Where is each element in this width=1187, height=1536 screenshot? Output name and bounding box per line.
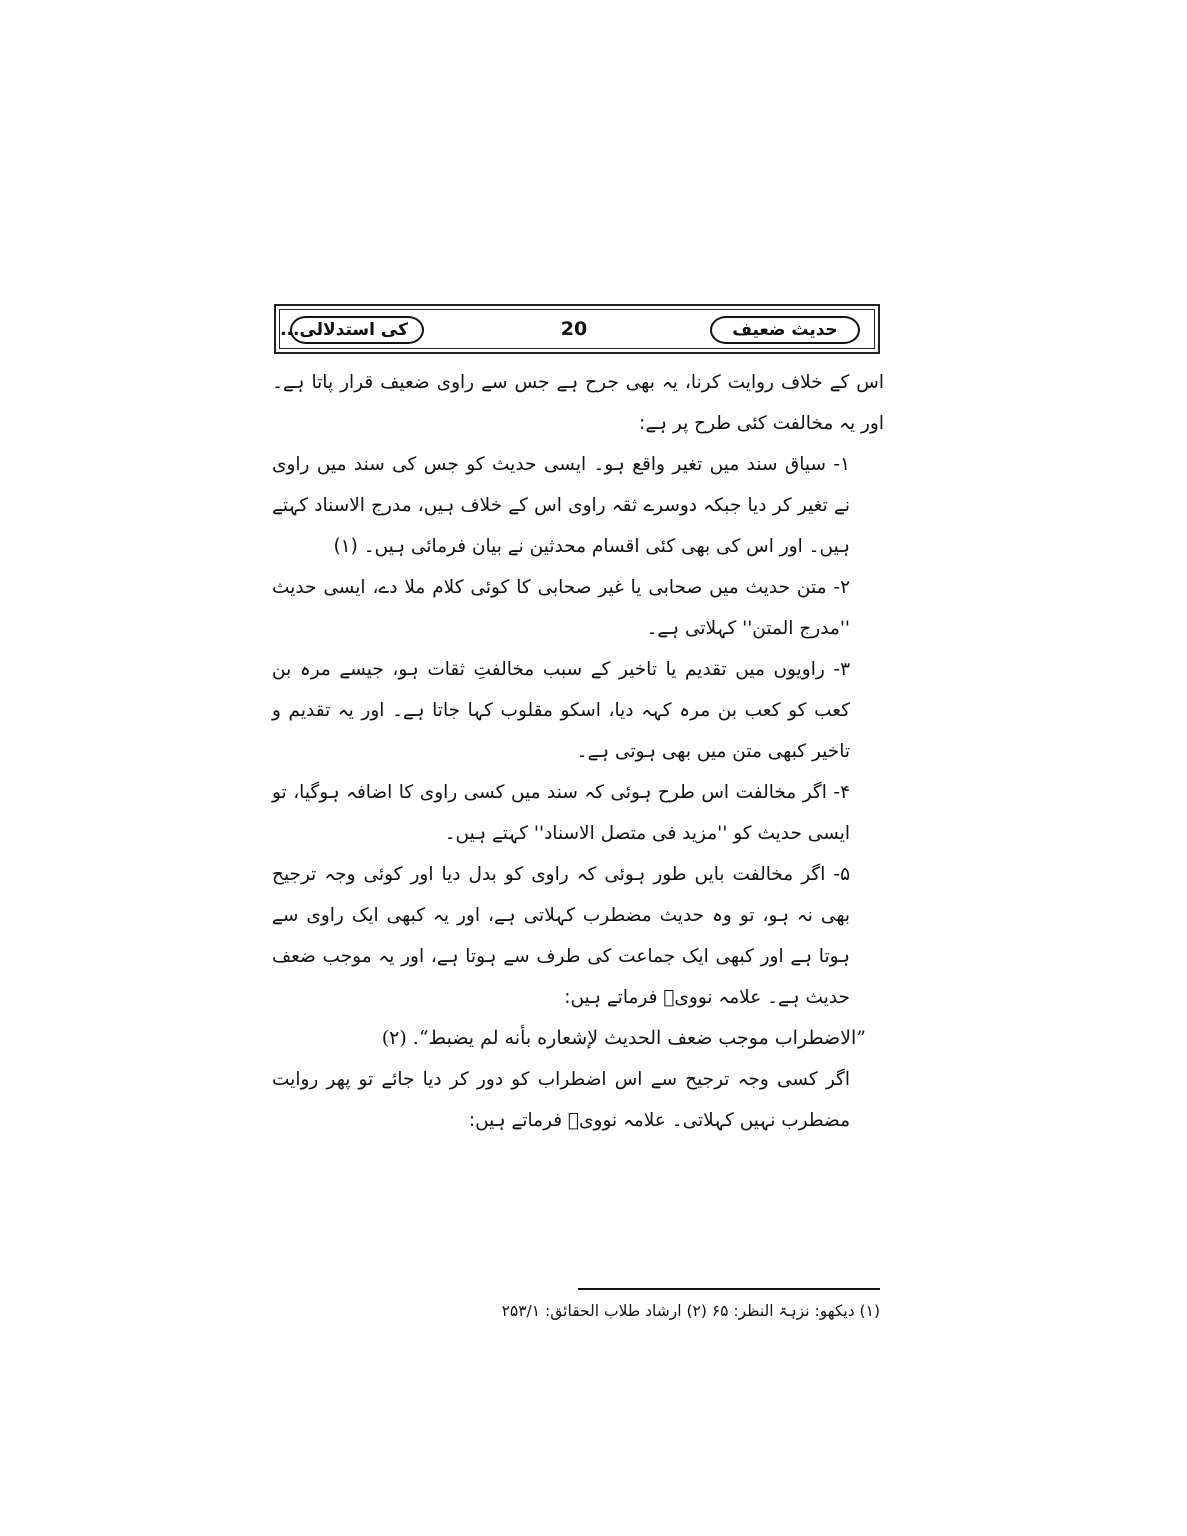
paragraph-point-1: ۱- سیاق سند میں تغیر واقع ہو۔ ایسی حدیث کو جس کی سند میں راوی نے تغیر کر دیا جبکہ دوسرے ثقہ راوی اس کے خلاف ہیں، مدرج الاسناد کہتے ہیں۔ اور اس کی بھی کئی اقسام محدثین نے بیان فرمائی ہیں۔ (۱) <box>272 454 850 557</box>
paragraph-point-2: ۲- متن حدیث میں صحابی یا غیر صحابی کا کوئی کلام ملا دے، ایسی حدیث ''مدرج المتن'' کہلاتی ہے۔ <box>272 577 850 639</box>
paragraph-point-4: ۴- اگر مخالفت اس طرح ہوئی کہ سند میں کسی راوی کا اضافہ ہوگیا، تو ایسی حدیث کو ''مزید فی متصل الاسناد'' کہتے ہیں۔ <box>272 782 850 844</box>
paragraph-closing: اگر کسی وجہ ترجیح سے اس اضطراب کو دور کر دیا جائے تو پھر روایت مضطرب نہیں کہلاتی۔ علامہ نوویؒ فرماتے ہیں: <box>272 1069 850 1131</box>
paragraph-point-5: ۵- اگر مخالفت بایں طور ہوئی کہ راوی کو بدل دیا اور کوئی وجہ ترجیح بھی نہ ہو، تو وہ حدیث مضطرب کہلاتی ہے، اور یہ کبھی ایک راوی سے ہوتا ہے اور کبھی ایک جماعت کی طرف سے ہوتا ہے، اور یہ موجب ضعف حدیث ہے۔ علامہ نوویؒ فرماتے ہیں: <box>272 864 850 1008</box>
arabic-quotation: ”الاضطراب موجب ضعف الحدیث لإشعاره بأنه لم یضبط“. (۲) <box>381 1027 866 1049</box>
paragraph-point-3: ۳- راویوں میں تقدیم یا تاخیر کے سبب مخالفتِ ثقات ہو، جیسے مرہ بن کعب کو کعب بن مرہ کہہ دیا، اسکو مقلوب کہا جاتا ہے۔ اور یہ تقدیم و تاخیر کبھی متن میں بھی ہوتی ہے۔ <box>272 659 850 762</box>
footnote: (۱) دیکھو: نزہۃ النظر: ۶۵ (۲) ارشاد طلاب الحقائق: ۲۵۳/۱ <box>501 1302 880 1320</box>
running-title-right: حدیث ضعیف <box>710 316 860 344</box>
page-header <box>274 304 880 354</box>
paragraph-intro: اس کے خلاف روایت کرنا، یہ بھی جرح ہے جس سے راوی ضعیف قرار پاتا ہے۔ اور یہ مخالفت کئی طرح پر ہے: <box>272 372 884 434</box>
page-number: 20 <box>560 318 588 340</box>
body-text <box>272 362 884 1141</box>
footnote-divider <box>578 1288 880 1290</box>
running-title-left: کی استدلالی... <box>290 316 424 344</box>
